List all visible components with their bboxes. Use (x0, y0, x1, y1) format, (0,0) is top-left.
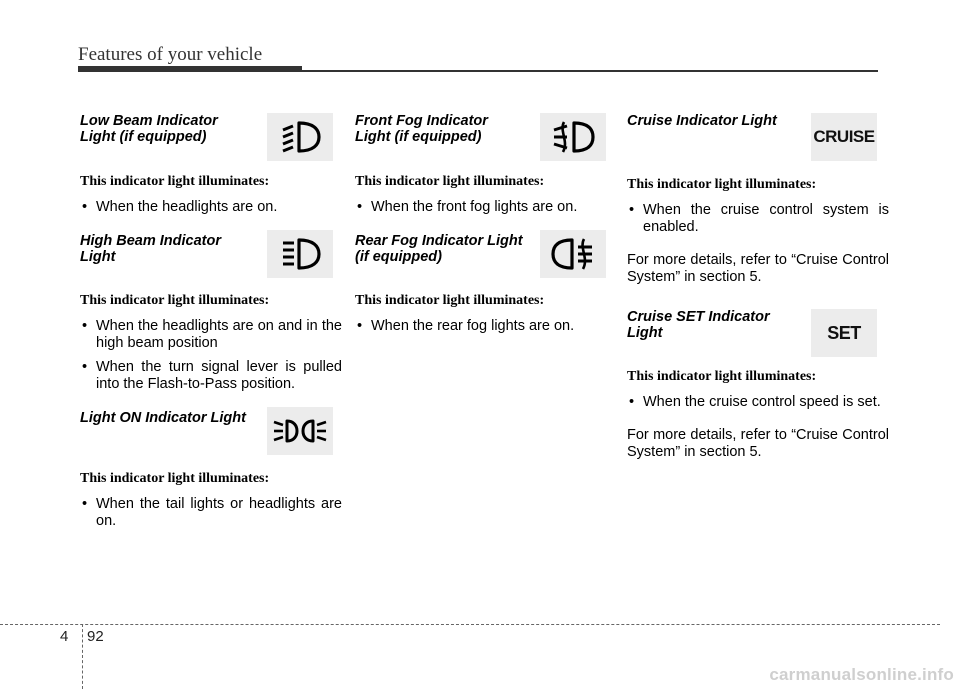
front-fog-bullet-1: • When the front fog lights are on. (355, 199, 617, 216)
high-beam-lead: This indicator light illuminates: (80, 293, 270, 308)
cruise-set-icon-text: SET (827, 322, 861, 343)
high-beam-title-line1: High Beam Indicator (80, 233, 221, 249)
high-beam-section (80, 233, 342, 410)
high-beam-title-line2: Light (80, 249, 116, 265)
low-beam-lead: This indicator light illuminates: (80, 174, 270, 189)
rear-fog-title-line1: Rear Fog Indicator Light (355, 233, 523, 249)
cruise-lead: This indicator light illuminates: (627, 177, 817, 192)
cruise-set-lead: This indicator light illuminates: (627, 369, 817, 384)
rear-fog-lead: This indicator light illuminates: (355, 293, 545, 308)
column-left (80, 110, 342, 530)
rear-fog-bullet-1: • When the rear fog lights are on. (355, 318, 617, 335)
cruise-set-title-line2: Light (627, 325, 663, 341)
chapter-number: 4 (60, 628, 69, 645)
cruise-set-section (627, 309, 889, 461)
cruise-note: For more details, refer to “Cruise Control System” in section 5. (627, 252, 889, 285)
front-fog-title-line1: Front Fog Indicator (355, 113, 488, 129)
high-beam-bullet-2: • When the turn signal lever is pulled into the Flash-to-Pass position. (80, 359, 342, 393)
footer-rule (0, 624, 940, 625)
page-number: 92 (87, 628, 104, 645)
watermark: carmanualsonline.info (769, 665, 954, 684)
front-fog-lead: This indicator light illuminates: (355, 174, 545, 189)
cruise-bullet-1: • When the cruise control system is enabled. (627, 202, 889, 236)
light-on-section (80, 410, 342, 530)
front-fog-section (355, 113, 617, 233)
low-beam-title-line2: Light (if equipped) (80, 129, 207, 145)
rear-fog-title-line2: (if equipped) (355, 249, 442, 265)
column-right (627, 110, 889, 461)
page-header-title: Features of your vehicle (78, 44, 263, 65)
header-rule-accent (78, 66, 302, 72)
cruise-section (627, 113, 889, 309)
high-beam-bullet-1: • When the headlights are on and in the high beam position (80, 318, 342, 352)
light-on-bullet-1: • When the tail lights or headlights are on. (80, 496, 342, 530)
rear-fog-section (355, 233, 617, 335)
cruise-title: Cruise Indicator Light (627, 113, 777, 129)
low-beam-bullet-1: • When the headlights are on. (80, 199, 342, 216)
front-fog-title-line2: Light (if equipped) (355, 129, 482, 145)
column-middle (355, 110, 617, 335)
cruise-icon-text: CRUISE (813, 127, 875, 146)
cruise-set-note: For more details, refer to “Cruise Control System” in section 5. (627, 427, 889, 460)
low-beam-title-line1: Low Beam Indicator (80, 113, 218, 129)
light-on-lead: This indicator light illuminates: (80, 471, 270, 486)
light-on-title: Light ON Indicator Light (80, 410, 246, 426)
footer-divider (82, 624, 83, 689)
cruise-set-title-line1: Cruise SET Indicator (627, 309, 770, 325)
cruise-set-bullet-1: • When the cruise control speed is set. (627, 394, 889, 411)
low-beam-section (80, 113, 342, 233)
